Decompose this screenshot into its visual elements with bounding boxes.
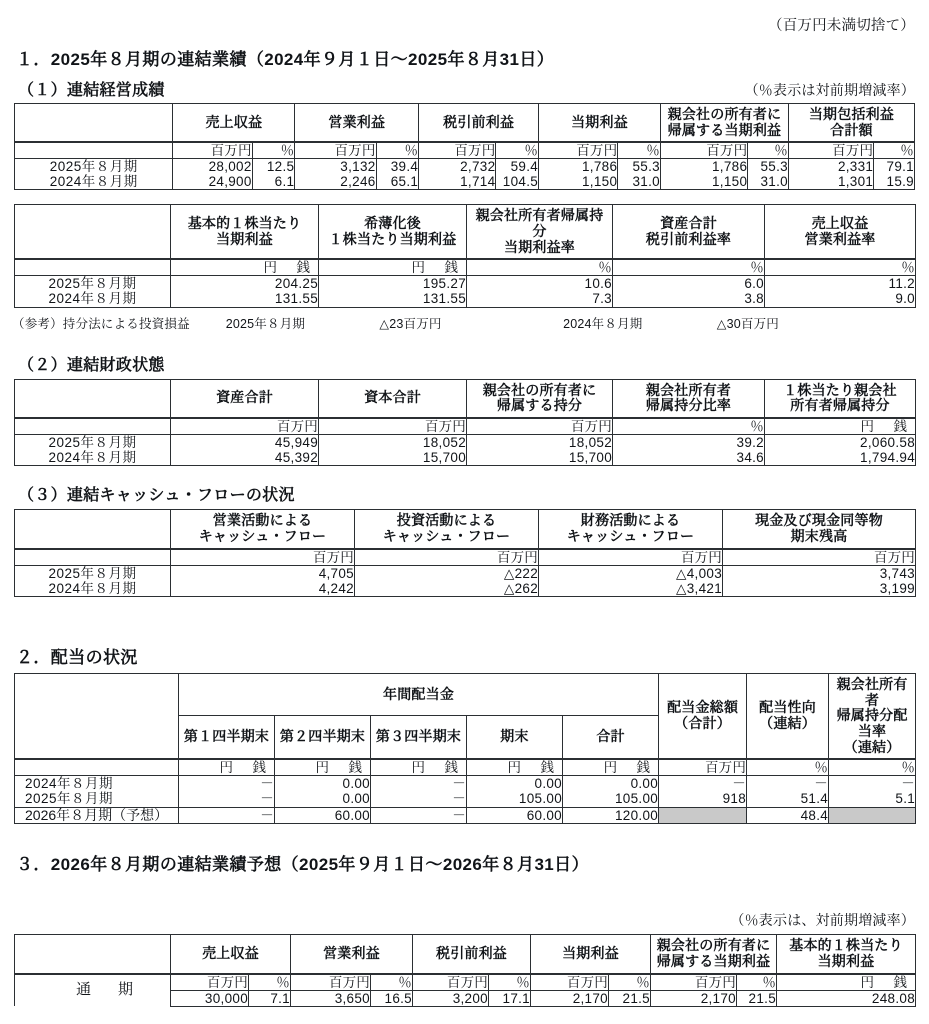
col-equity-ratio-line2: 帰属持分比率 — [645, 397, 732, 414]
cell-d1-year-end: 105.00 — [467, 791, 563, 807]
section1-title: １．2025年８月期の連結業績（2024年９月１日～2025年８月31日） — [16, 50, 555, 69]
col-net-profit: 当期利益 — [539, 104, 661, 142]
corner-cell — [15, 205, 171, 260]
unit-roa: ％ — [613, 259, 765, 276]
units-row-corner — [15, 142, 173, 159]
unit-fc-op-myen: 百万円 — [291, 974, 371, 991]
equity-method-label: （参考）持分法による投資損益 — [12, 316, 190, 331]
col-fc-operating-profit: 営業利益 — [291, 935, 413, 974]
unit-operating-margin: ％ — [765, 259, 916, 276]
cell-c0c3: 3,743 — [723, 565, 916, 581]
col-dividend-on-equity-line2: 帰属持分配当率 — [836, 707, 908, 739]
col-bps — [765, 379, 916, 418]
col-roe-line1: 親会社所有者帰属持分 — [475, 207, 604, 239]
col-fc-profit-attrib-owners-line1: 親会社の所有者に — [656, 937, 771, 954]
unit-fc-eps: 円 銭 — [777, 974, 916, 991]
cell-b1c0: 131.55 — [171, 291, 319, 307]
section1-sub3-title: （３）連結キャッシュ・フローの状況 — [18, 487, 295, 505]
cell-b0c4: 11.2 — [765, 276, 916, 292]
col-diluted-eps — [319, 205, 467, 260]
col-profit-attrib-owners — [660, 104, 788, 142]
col-dividend-on-equity-line3: （連結） — [843, 738, 901, 755]
unit-fc-pretax-pct: ％ — [489, 974, 531, 991]
cell-d0-total-amount: － — [659, 776, 747, 792]
unit-payout-ratio: ％ — [747, 759, 829, 776]
cell-p1c1: 15,700 — [319, 450, 467, 466]
cell-d1-q3: － — [371, 791, 467, 807]
cell-d0-year-end: 0.00 — [467, 776, 563, 792]
cell-f0c8: 2,170 — [651, 990, 737, 1006]
col-diluted-eps-line2: １株当たり当期利益 — [328, 230, 457, 247]
cell-c1c0: 4,242 — [171, 581, 355, 597]
col-roa-line1: 資産合計 — [660, 215, 717, 231]
col-pretax-profit: 税引前利益 — [419, 104, 539, 142]
col-cash-equivalents — [723, 510, 916, 549]
unit-attrib-myen: 百万円 — [660, 142, 747, 159]
section1-sub1-title: （１）連結経営成績 — [18, 82, 165, 99]
col-total-dividend-amount — [659, 673, 747, 759]
cell-r1c1: 6.1 — [252, 174, 295, 190]
units-row — [15, 549, 916, 566]
rounding-note: （百万円未満切捨て） — [768, 18, 915, 34]
col-total-assets — [171, 379, 319, 418]
cell-r1c6: 1,150 — [539, 174, 618, 190]
consolidated-results-table — [14, 103, 915, 190]
cell-r0c10: 2,331 — [788, 158, 873, 174]
unit-total-amount: 百万円 — [659, 759, 747, 776]
cell-d1-doe: 5.1 — [829, 791, 916, 807]
cell-r1c5: 104.5 — [496, 174, 539, 190]
row-period-fy2025: 2025年８月期 — [15, 791, 179, 807]
unit-total-equity: 百万円 — [319, 418, 467, 435]
col-fc-basic-eps-line2: 当期利益 — [817, 952, 875, 969]
cell-d0-q3: － — [371, 776, 467, 792]
section1-sub2-title: （２）連結財政状態 — [18, 356, 165, 374]
unit-equity-ratio: ％ — [613, 418, 765, 435]
col-equity-attrib-owners-line2: 帰属する持分 — [496, 397, 583, 414]
table-row — [15, 776, 916, 792]
cell-d0-doe: － — [829, 776, 916, 792]
unit-net-myen: 百万円 — [539, 142, 618, 159]
cell-r0c11: 79.1 — [874, 158, 915, 174]
corner-cell — [15, 935, 171, 974]
equity-method-period2: 2024年８月期 — [563, 316, 643, 331]
unit-basic-eps: 円 銭 — [171, 259, 319, 276]
unit-q1: 円 銭 — [179, 759, 275, 776]
corner-cell — [15, 379, 171, 418]
unit-fc-pretax-myen: 百万円 — [413, 974, 489, 991]
cell-c1c1: △262 — [355, 581, 539, 597]
row-period-fy2024: 2024年８月期 — [15, 776, 179, 792]
col-total-equity-line1: 資本合計 — [364, 389, 421, 406]
cell-r1c0: 24,900 — [173, 174, 252, 190]
unit-net-pct: ％ — [618, 142, 661, 159]
unit-diluted-eps: 円 銭 — [319, 259, 467, 276]
table-row — [15, 276, 916, 292]
col-equity-attrib-owners — [467, 379, 613, 418]
per-share-ratios-table — [14, 204, 916, 307]
unit-q2: 円 銭 — [275, 759, 371, 776]
col-investing-cf-line1: 投資活動による — [396, 512, 497, 529]
table-header-row — [15, 104, 915, 142]
cell-r1c7: 31.0 — [618, 174, 661, 190]
col-operating-cf-line2: キャッシュ・フロー — [198, 527, 327, 544]
cell-f0c6: 2,170 — [531, 990, 609, 1006]
cell-p1c3: 34.6 — [613, 450, 765, 466]
unit-year-end: 円 銭 — [467, 759, 563, 776]
equity-method-value1: △23百万円 — [379, 316, 442, 331]
unit-compr-myen: 百万円 — [788, 142, 873, 159]
col-equity-attrib-owners-line1: 親会社の所有者に — [482, 381, 597, 398]
col-cash-equivalents-line1: 現金及び現金同等物 — [755, 512, 883, 529]
cell-r0c6: 1,786 — [539, 158, 618, 174]
col-operating-cf — [171, 510, 355, 549]
col-equity-ratio — [613, 379, 765, 418]
units-row-corner — [15, 759, 179, 776]
unit-fc-attrib-myen: 百万円 — [651, 974, 737, 991]
col-total: 合計 — [563, 715, 659, 759]
cell-r1c8: 1,150 — [660, 174, 747, 190]
cell-b0c0: 204.25 — [171, 276, 319, 292]
cell-r1c9: 31.0 — [748, 174, 789, 190]
cell-d0-total: 0.00 — [563, 776, 659, 792]
col-equity-ratio-line1: 親会社所有者 — [645, 381, 732, 398]
cell-f0c9: 21.5 — [737, 990, 777, 1006]
section2-title: ２．配当の状況 — [16, 647, 138, 667]
col-diluted-eps-line1: 希薄化後 — [364, 215, 421, 231]
row-period-2024: 2024年８月期 — [15, 450, 171, 466]
row-period-2024: 2024年８月期 — [15, 174, 173, 190]
row-period-2025: 2025年８月期 — [15, 158, 173, 174]
col-bps-line1: １株当たり親会社 — [783, 381, 897, 398]
col-basic-eps-line1: 基本的１株当たり — [187, 215, 302, 231]
table-row — [15, 565, 916, 581]
row-period-2024: 2024年８月期 — [15, 291, 171, 307]
col-operating-profit: 営業利益 — [295, 104, 419, 142]
cell-d0-q2: 0.00 — [275, 776, 371, 792]
cell-d2-doe — [829, 807, 916, 824]
unit-bps: 円 銭 — [765, 418, 916, 435]
col-fc-basic-eps — [777, 935, 916, 974]
unit-roe: ％ — [467, 259, 613, 276]
cell-b1c3: 3.8 — [613, 291, 765, 307]
cell-d1-total: 105.00 — [563, 791, 659, 807]
cell-d1-q1: － — [179, 791, 275, 807]
cell-d0-q1: － — [179, 776, 275, 792]
table-header-row-1 — [15, 673, 916, 715]
cell-d2-payout: 48.4 — [747, 807, 829, 824]
equity-method-period1: 2025年８月期 — [225, 316, 306, 331]
col-q3-end: 第３四半期末 — [371, 715, 467, 759]
cell-r0c1: 12.5 — [252, 158, 295, 174]
unit-fc-op-pct: ％ — [371, 974, 413, 991]
col-revenue: 売上収益 — [173, 104, 295, 142]
table-row — [15, 291, 916, 307]
col-basic-eps-line2: 当期利益 — [216, 230, 273, 247]
cell-r0c8: 1,786 — [660, 158, 747, 174]
table-row — [15, 434, 916, 450]
col-basic-eps — [171, 205, 319, 260]
col-operating-margin-line1: 売上収益 — [811, 215, 869, 231]
row-period-fy2026-forecast: 2026年８月期（予想） — [15, 807, 179, 824]
corner-cell — [15, 673, 179, 759]
col-roe — [467, 205, 613, 260]
col-fc-profit-attrib-owners — [651, 935, 777, 974]
col-annual-dividend-group: 年間配当金 — [179, 673, 659, 715]
row-period-2025: 2025年８月期 — [15, 434, 171, 450]
cell-f0c3: 16.5 — [371, 990, 413, 1006]
table-header-row — [15, 510, 916, 549]
cell-b1c4: 9.0 — [765, 291, 916, 307]
unit-attrib-pct: ％ — [748, 142, 789, 159]
col-operating-margin-line2: 営業利益率 — [804, 230, 876, 247]
cell-p0c2: 18,052 — [467, 434, 613, 450]
unit-pretax-pct: ％ — [496, 142, 539, 159]
row-period-full-year: 通 期 — [15, 974, 171, 1007]
unit-op-myen: 百万円 — [295, 142, 376, 159]
col-roa-line2: 税引前利益率 — [645, 230, 732, 247]
unit-investing-cf: 百万円 — [355, 549, 539, 566]
equity-method-reference — [0, 314, 929, 332]
cell-f0c7: 21.5 — [609, 990, 651, 1006]
cell-f0c10: 248.08 — [777, 990, 916, 1006]
cell-d0-payout: － — [747, 776, 829, 792]
cash-flow-table — [14, 509, 916, 597]
cell-f0c0: 30,000 — [171, 990, 249, 1006]
col-operating-cf-line1: 営業活動による — [212, 512, 313, 529]
unit-revenue-myen: 百万円 — [173, 142, 252, 159]
unit-pretax-myen: 百万円 — [419, 142, 496, 159]
unit-fc-attrib-pct: ％ — [737, 974, 777, 991]
pct-note-3: （％表示は、対前期増減率） — [730, 912, 915, 929]
unit-equity-attrib: 百万円 — [467, 418, 613, 435]
cell-r1c10: 1,301 — [788, 174, 873, 190]
unit-revenue-pct: ％ — [252, 142, 295, 159]
col-financing-cf-line2: キャッシュ・フロー — [566, 527, 695, 544]
col-fc-net-profit: 当期利益 — [531, 935, 651, 974]
col-q1-end: 第１四半期末 — [179, 715, 275, 759]
cell-f0c5: 17.1 — [489, 990, 531, 1006]
cell-r1c3: 65.1 — [376, 174, 419, 190]
cell-r1c11: 15.9 — [874, 174, 915, 190]
col-total-equity — [319, 379, 467, 418]
unit-fc-rev-pct: ％ — [249, 974, 291, 991]
cell-p0c4: 2,060.58 — [765, 434, 916, 450]
unit-operating-cf: 百万円 — [171, 549, 355, 566]
cell-b1c1: 131.55 — [319, 291, 467, 307]
table-row — [15, 158, 915, 174]
col-total-dividend-amount-line2: （合計） — [674, 715, 731, 732]
cell-d2-q2: 60.00 — [275, 807, 371, 824]
unit-doe: ％ — [829, 759, 916, 776]
cell-b0c3: 6.0 — [613, 276, 765, 292]
col-year-end: 期末 — [467, 715, 563, 759]
equity-method-value2: △30百万円 — [716, 316, 779, 331]
table-header-row — [15, 205, 916, 260]
table-row — [15, 791, 916, 807]
cell-d2-q3: － — [371, 807, 467, 824]
units-row — [15, 142, 915, 159]
unit-cash-equivalents: 百万円 — [723, 549, 916, 566]
col-dividend-on-equity — [829, 673, 916, 759]
col-fc-profit-attrib-owners-line2: 帰属する当期利益 — [656, 952, 771, 969]
cell-c0c1: △222 — [355, 565, 539, 581]
col-profit-attrib-owners-line1: 親会社の所有者に — [667, 106, 782, 122]
cell-p0c0: 45,949 — [171, 434, 319, 450]
unit-total-assets: 百万円 — [171, 418, 319, 435]
table-row — [15, 450, 916, 466]
cell-f0c4: 3,200 — [413, 990, 489, 1006]
dividend-table — [14, 673, 916, 824]
col-total-dividend-amount-line1: 配当金総額 — [667, 699, 739, 716]
cell-p1c2: 15,700 — [467, 450, 613, 466]
col-roa — [613, 205, 765, 260]
cell-r0c2: 3,132 — [295, 158, 376, 174]
cell-c0c0: 4,705 — [171, 565, 355, 581]
col-fc-basic-eps-line1: 基本的１株当たり — [789, 937, 903, 954]
cell-d2-total: 120.00 — [563, 807, 659, 824]
col-comprehensive-income-line1: 当期包括利益 — [808, 106, 895, 122]
pct-note-1: （％表示は対前期増減率） — [744, 82, 915, 98]
col-roe-line2: 当期利益率 — [504, 238, 575, 255]
row-period-2025: 2025年８月期 — [15, 276, 171, 292]
cell-r1c2: 2,246 — [295, 174, 376, 190]
table-header-row — [15, 935, 916, 974]
table-row — [15, 174, 915, 190]
col-investing-cf-line2: キャッシュ・フロー — [382, 527, 511, 544]
cell-r0c0: 28,002 — [173, 158, 252, 174]
section3-title: ３．2026年８月期の連結業績予想（2025年９月１日～2026年８月31日） — [16, 855, 589, 875]
col-financing-cf-line1: 財務活動による — [580, 512, 681, 529]
col-comprehensive-income-line2: 合計額 — [830, 121, 873, 138]
cell-d2-total-amount — [659, 807, 747, 824]
unit-compr-pct: ％ — [874, 142, 915, 159]
table-row — [15, 581, 916, 597]
cell-d2-q1: － — [179, 807, 275, 824]
cell-r0c4: 2,732 — [419, 158, 496, 174]
unit-total: 円 銭 — [563, 759, 659, 776]
table-header-row — [15, 379, 916, 418]
col-fc-pretax-profit: 税引前利益 — [413, 935, 531, 974]
unit-financing-cf: 百万円 — [539, 549, 723, 566]
cell-r0c7: 55.3 — [618, 158, 661, 174]
units-row-corner — [15, 259, 171, 276]
unit-fc-net-pct: ％ — [609, 974, 651, 991]
scan-header-ghost — [0, 0, 929, 18]
cell-p0c1: 18,052 — [319, 434, 467, 450]
units-row-corner — [15, 418, 171, 435]
col-dividend-on-equity-line1: 親会社所有者 — [836, 675, 908, 708]
col-payout-ratio — [747, 673, 829, 759]
unit-fc-rev-myen: 百万円 — [171, 974, 249, 991]
units-row — [15, 418, 916, 435]
col-bps-line2: 所有者帰属持分 — [790, 397, 890, 414]
col-payout-ratio-line1: 配当性向 — [759, 699, 816, 716]
col-profit-attrib-owners-line2: 帰属する当期利益 — [667, 121, 782, 138]
cell-p1c0: 45,392 — [171, 450, 319, 466]
cell-d1-payout: 51.4 — [747, 791, 829, 807]
units-row — [15, 759, 916, 776]
col-total-assets-line1: 資産合計 — [216, 389, 273, 406]
unit-fc-net-myen: 百万円 — [531, 974, 609, 991]
cell-b1c2: 7.3 — [467, 291, 613, 307]
cell-c1c3: 3,199 — [723, 581, 916, 597]
units-row — [15, 259, 916, 276]
cell-d1-total-amount: 918 — [659, 791, 747, 807]
cell-p0c3: 39.2 — [613, 434, 765, 450]
corner-cell — [15, 510, 171, 549]
col-investing-cf — [355, 510, 539, 549]
cell-r0c3: 39.4 — [376, 158, 419, 174]
col-payout-ratio-line2: （連結） — [759, 715, 816, 732]
cell-d1-q2: 0.00 — [275, 791, 371, 807]
cell-r1c4: 1,714 — [419, 174, 496, 190]
cell-f0c1: 7.1 — [249, 990, 291, 1006]
col-fc-revenue: 売上収益 — [171, 935, 291, 974]
cell-f0c2: 3,650 — [291, 990, 371, 1006]
col-operating-margin — [765, 205, 916, 260]
table-row-forecast — [15, 807, 916, 824]
cell-r0c5: 59.4 — [496, 158, 539, 174]
col-cash-equivalents-line2: 期末残高 — [790, 527, 848, 544]
row-period-2024: 2024年８月期 — [15, 581, 171, 597]
col-comprehensive-income — [788, 104, 914, 142]
financial-position-table — [14, 379, 916, 467]
cell-c1c2: △3,421 — [539, 581, 723, 597]
cell-c0c2: △4,003 — [539, 565, 723, 581]
col-financing-cf — [539, 510, 723, 549]
forecast-table — [14, 934, 916, 1007]
cell-p1c4: 1,794.94 — [765, 450, 916, 466]
cell-b0c1: 195.27 — [319, 276, 467, 292]
cell-r0c9: 55.3 — [748, 158, 789, 174]
units-row — [15, 974, 916, 991]
col-q2-end: 第２四半期末 — [275, 715, 371, 759]
cell-b0c2: 10.6 — [467, 276, 613, 292]
unit-op-pct: ％ — [376, 142, 419, 159]
units-row-corner — [15, 549, 171, 566]
unit-q3: 円 銭 — [371, 759, 467, 776]
corner-cell — [15, 104, 173, 142]
row-period-2025: 2025年８月期 — [15, 565, 171, 581]
cell-d2-year-end: 60.00 — [467, 807, 563, 824]
